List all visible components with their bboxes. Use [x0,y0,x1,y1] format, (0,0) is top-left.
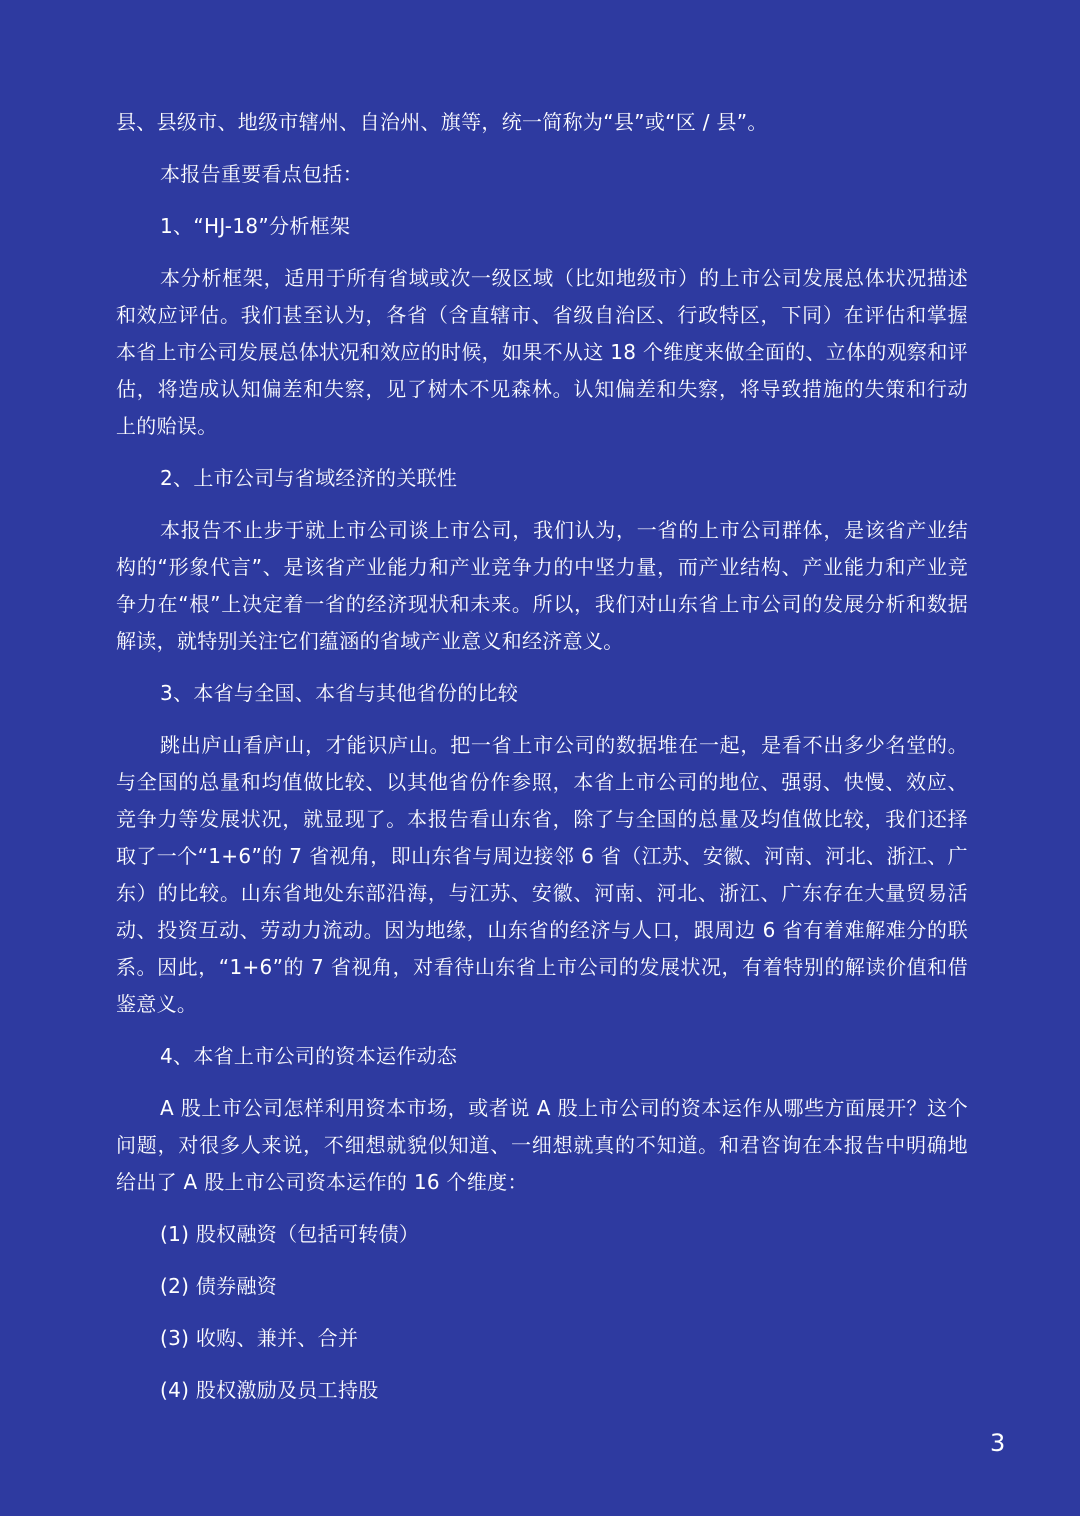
section-heading-1: 1、“HJ-18”分析框架 [160,214,351,238]
list-item-1: (1) 股权融资（包括可转债） [160,1222,420,1246]
section-heading-4: 4、本省上市公司的资本运作动态 [160,1044,458,1068]
paragraph-economy-link: 本报告不止步于就上市公司谈上市公司，我们认为，一省的上市公司群体，是该省产业结构的“形象代言”、是该省产业能力和产业竞争力的中坚力量，而产业结构、产业能力和产业竞争力在“根”上决定着一省的经济现状和未来。所以，我们对山东省上市公司的发展分析和数据解读，就特别关注它们蕴涵的省域产业意义和经济意义。 [116,518,968,653]
paragraph-county-note: 县、县级市、地级市辖州、自治州、旗等，统一简称为“县”或“区 / 县”。 [116,110,768,134]
page-number: 3 [990,1429,1006,1457]
paragraph-comparison: 跳出庐山看庐山，才能识庐山。把一省上市公司的数据堆在一起，是看不出多少名堂的。与全国的总量和均值做比较、以其他省份作参照，本省上市公司的地位、强弱、快慢、效应、竞争力等发展状况，就显现了。本报告看山东省，除了与全国的总量及均值做比较，我们还择取了一个“1+6”的 7 省视角，即山东省与周边接邻 6 省（江苏、安徽、河南、河北、浙江、广东）的比较。山东省地处东部沿海，与江苏、安徽、河南、河北、浙江、广东存在大量贸易活动、投资互动、劳动力流动。因为地缘，山东省的经济与人口，跟周边 6 省有着难解难分的联系。因此，“1+6”的 7 省视角，对看待山东省上市公司的发展状况，有着特别的解读价值和借鉴意义。 [116,733,968,1016]
list-item-3: (3) 收购、兼并、合并 [160,1326,359,1350]
body-text [116,104,968,1424]
paragraph-capital-ops: A 股上市公司怎样利用资本市场，或者说 A 股上市公司的资本运作从哪些方面展开？这个问题，对很多人来说，不细想就貌似知道、一细想就真的不知道。和君咨询在本报告中明确地给出了 A 股上市公司资本运作的 16 个维度： [116,1096,968,1194]
list-item-4: (4) 股权激励及员工持股 [160,1378,379,1402]
section-heading-2: 2、上市公司与省域经济的关联性 [160,466,458,490]
section-heading-3: 3、本省与全国、本省与其他省份的比较 [160,681,519,705]
paragraph-highlights-intro: 本报告重要看点包括： [160,162,363,186]
paragraph-framework: 本分析框架，适用于所有省域或次一级区域（比如地级市）的上市公司发展总体状况描述和效应评估。我们甚至认为，各省（含直辖市、省级自治区、行政特区，下同）在评估和掌握本省上市公司发展总体状况和效应的时候，如果不从这 18 个维度来做全面的、立体的观察和评估，将造成认知偏差和失察，见了树木不见森林。认知偏差和失察，将导致措施的失策和行动上的贻误。 [116,266,968,438]
list-item-2: (2) 债券融资 [160,1274,278,1298]
